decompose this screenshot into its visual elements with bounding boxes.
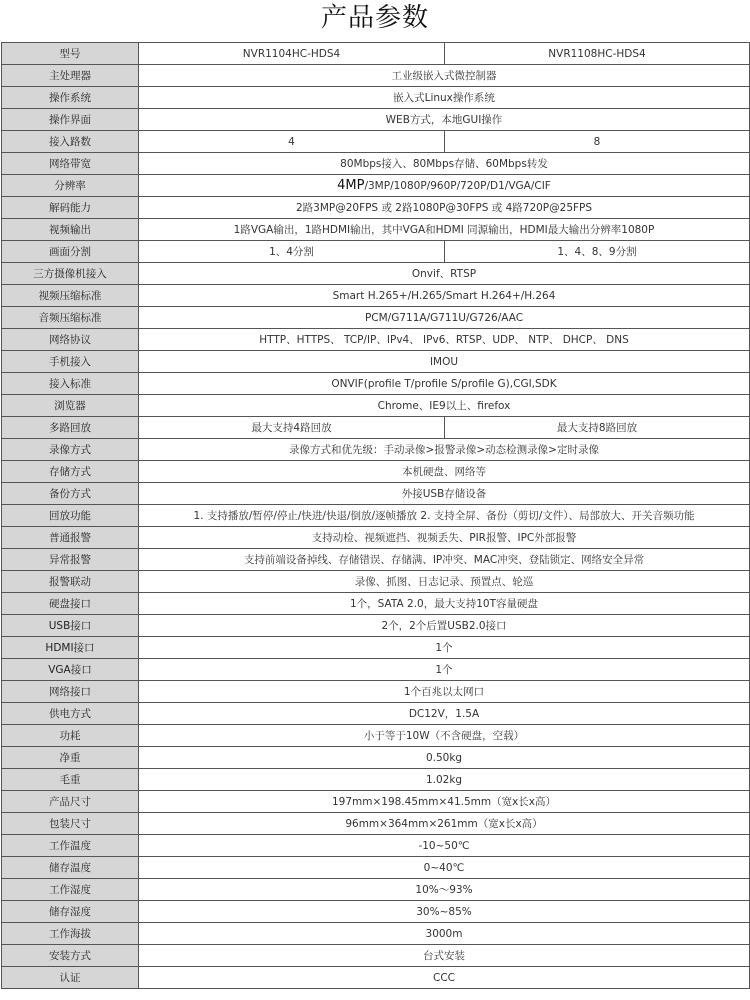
row-label: 功耗	[2, 725, 139, 747]
row-label: USB接口	[2, 615, 139, 637]
row-value-b: 最大支持8路回放	[445, 417, 750, 439]
row-value: -10~50℃	[139, 835, 750, 857]
table-row	[2, 417, 750, 439]
row-value: 197mm×198.45mm×41.5mm（宽x长x高）	[139, 791, 750, 813]
row-value: 1.02kg	[139, 769, 750, 791]
row-label: 认证	[2, 967, 139, 989]
model-b: NVR1108HC-HDS4	[445, 43, 750, 65]
row-label: HDMI接口	[2, 637, 139, 659]
table-row	[2, 813, 750, 835]
table-row	[2, 593, 750, 615]
row-value: 支持前端设备掉线、存储错误、存储满、IP冲突、MAC冲突、登陆锁定、网络安全异常	[139, 549, 750, 571]
row-value: WEB方式，本地GUI操作	[139, 109, 750, 131]
table-row	[2, 109, 750, 131]
row-label: 网络带宽	[2, 153, 139, 175]
row-label: 硬盘接口	[2, 593, 139, 615]
row-value: 30%~85%	[139, 901, 750, 923]
row-label: 操作系统	[2, 87, 139, 109]
table-row	[2, 615, 750, 637]
row-value: Smart H.265+/H.265/Smart H.264+/H.264	[139, 285, 750, 307]
table-row	[2, 945, 750, 967]
row-value-b: 8	[445, 131, 750, 153]
row-value	[139, 175, 750, 197]
row-label: 储存湿度	[2, 901, 139, 923]
row-value: Onvif、RTSP	[139, 263, 750, 285]
table-row	[2, 703, 750, 725]
table-row	[2, 857, 750, 879]
row-label: 工作海拔	[2, 923, 139, 945]
table-row	[2, 197, 750, 219]
row-value-a: 最大支持4路回放	[139, 417, 445, 439]
table-row	[2, 439, 750, 461]
row-label: 安装方式	[2, 945, 139, 967]
row-value: 1. 支持播放/暂停/停止/快进/快退/倒放/逐帧播放 2. 支持全屏、备份（剪切/文件）、局部放大、开关音频功能	[139, 505, 750, 527]
row-label: 工作温度	[2, 835, 139, 857]
table-row	[2, 923, 750, 945]
table-row	[2, 307, 750, 329]
row-value: 2路3MP@20FPS 或 2路1080P@30FPS 或 4路720P@25FPS	[139, 197, 750, 219]
table-row	[2, 219, 750, 241]
table-row	[2, 285, 750, 307]
row-value: PCM/G711A/G711U/G726/AAC	[139, 307, 750, 329]
table-row	[2, 571, 750, 593]
row-label: 存储方式	[2, 461, 139, 483]
table-row	[2, 791, 750, 813]
row-label: 普通报警	[2, 527, 139, 549]
row-value: 嵌入式Linux操作系统	[139, 87, 750, 109]
row-label: 网络协议	[2, 329, 139, 351]
table-row	[2, 659, 750, 681]
row-label: 分辨率	[2, 175, 139, 197]
row-value-a: 4	[139, 131, 445, 153]
resolution-rest: /3MP/1080P/960P/720P/D1/VGA/CIF	[364, 180, 551, 192]
row-value: DC12V，1.5A	[139, 703, 750, 725]
row-value: 80Mbps接入、80Mbps存储、60Mbps转发	[139, 153, 750, 175]
row-value: 2个，2个后置USB2.0接口	[139, 615, 750, 637]
table-row	[2, 879, 750, 901]
row-value: 3000m	[139, 923, 750, 945]
table-row	[2, 153, 750, 175]
table-row	[2, 241, 750, 263]
row-value: Chrome、IE9以上、firefox	[139, 395, 750, 417]
table-row	[2, 835, 750, 857]
row-value: IMOU	[139, 351, 750, 373]
row-value: 外接USB存储设备	[139, 483, 750, 505]
row-value-a: 1、4分割	[139, 241, 445, 263]
row-value: 0~40℃	[139, 857, 750, 879]
row-label: 画面分割	[2, 241, 139, 263]
row-value: HTTP、HTTPS、 TCP/IP、IPv4、 IPv6、RTSP、UDP、 NTP、 DHCP、 DNS	[139, 329, 750, 351]
row-value: 96mm×364mm×261mm（宽x长x高）	[139, 813, 750, 835]
table-row	[2, 681, 750, 703]
row-value: 工业级嵌入式微控制器	[139, 65, 750, 87]
row-value: 10%～93%	[139, 879, 750, 901]
table-row	[2, 461, 750, 483]
row-label: 工作湿度	[2, 879, 139, 901]
table-row	[2, 131, 750, 153]
row-label: 多路回放	[2, 417, 139, 439]
table-row	[2, 65, 750, 87]
row-value: 台式安装	[139, 945, 750, 967]
row-label: 报警联动	[2, 571, 139, 593]
spec-table-body	[2, 43, 750, 989]
table-row	[2, 329, 750, 351]
row-value: 1个	[139, 659, 750, 681]
row-label: 视频输出	[2, 219, 139, 241]
table-row	[2, 549, 750, 571]
row-label: 包装尺寸	[2, 813, 139, 835]
table-row	[2, 527, 750, 549]
table-row	[2, 395, 750, 417]
row-label: 异常报警	[2, 549, 139, 571]
row-value: 1个，SATA 2.0，最大支持10T容量硬盘	[139, 593, 750, 615]
row-label: 接入路数	[2, 131, 139, 153]
table-header-row	[2, 43, 750, 65]
page-title: 产品参数	[320, 3, 429, 33]
table-row	[2, 351, 750, 373]
row-value: 1个百兆以太网口	[139, 681, 750, 703]
table-row	[2, 747, 750, 769]
spec-table	[1, 42, 750, 989]
row-label: 操作界面	[2, 109, 139, 131]
table-row	[2, 263, 750, 285]
row-label: 浏览器	[2, 395, 139, 417]
row-label: 音频压缩标准	[2, 307, 139, 329]
row-value: ONVIF(profile T/profile S/profile G),CGI,SDK	[139, 373, 750, 395]
resolution-highlight: 4MP	[337, 178, 365, 193]
row-label: 毛重	[2, 769, 139, 791]
table-row	[2, 175, 750, 197]
row-label: 回放功能	[2, 505, 139, 527]
row-label: 手机接入	[2, 351, 139, 373]
table-row	[2, 483, 750, 505]
row-label: 净重	[2, 747, 139, 769]
row-label: VGA接口	[2, 659, 139, 681]
row-label: 产品尺寸	[2, 791, 139, 813]
table-row	[2, 901, 750, 923]
row-label: 接入标准	[2, 373, 139, 395]
row-label: 解码能力	[2, 197, 139, 219]
row-value: 小于等于10W（不含硬盘，空载）	[139, 725, 750, 747]
table-row	[2, 967, 750, 989]
row-value: 录像、抓图、日志记录、预置点、轮巡	[139, 571, 750, 593]
row-label: 备份方式	[2, 483, 139, 505]
row-value: 录像方式和优先级：手动录像>报警录像>动态检测录像>定时录像	[139, 439, 750, 461]
table-row	[2, 505, 750, 527]
row-label: 视频压缩标准	[2, 285, 139, 307]
table-row	[2, 637, 750, 659]
row-label: 网络接口	[2, 681, 139, 703]
row-label: 供电方式	[2, 703, 139, 725]
row-label: 主处理器	[2, 65, 139, 87]
row-value: 1个	[139, 637, 750, 659]
table-row	[2, 373, 750, 395]
model-a: NVR1104HC-HDS4	[139, 43, 445, 65]
table-row	[2, 725, 750, 747]
row-value: CCC	[139, 967, 750, 989]
row-label: 三方摄像机接入	[2, 263, 139, 285]
row-label: 录像方式	[2, 439, 139, 461]
row-label: 储存温度	[2, 857, 139, 879]
header-label: 型号	[2, 43, 139, 65]
row-value-b: 1、4、8、9分割	[445, 241, 750, 263]
row-value: 0.50kg	[139, 747, 750, 769]
row-value: 支持动检、视频遮挡、视频丢失、PIR报警、IPC外部报警	[139, 527, 750, 549]
table-row	[2, 769, 750, 791]
row-value: 1路VGA输出，1路HDMI输出，其中VGA和HDMI 同源输出，HDMI最大输出分辨率1080P	[139, 219, 750, 241]
table-row	[2, 87, 750, 109]
row-value: 本机硬盘、网络等	[139, 461, 750, 483]
